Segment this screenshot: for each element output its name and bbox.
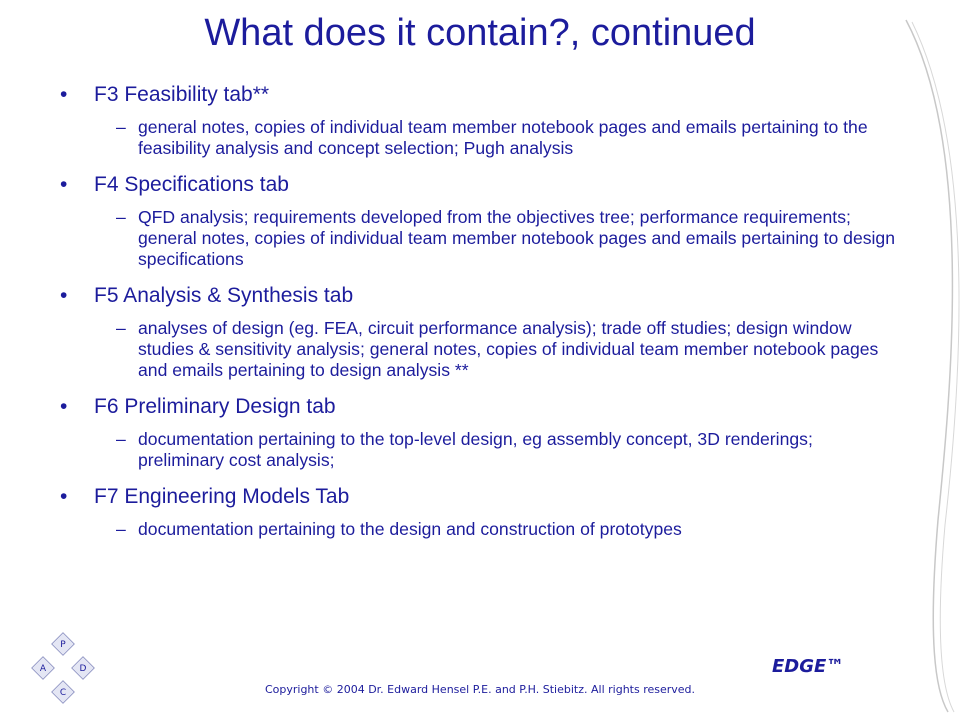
bullet-detail [60,117,900,159]
bullet-heading-text: F4 Specifications tab [94,173,289,196]
bullet-detail-text: documentation pertaining to the top-level design, eg assembly concept, 3D renderings; preliminary cost analysis; [138,429,813,470]
bullet-heading [60,283,900,309]
bullet-item [60,394,900,471]
bullet-heading [60,484,900,510]
logo-letter-a: A [39,664,47,674]
dash-marker: – [116,429,126,449]
bullet-item [60,82,900,159]
bullet-detail-text: documentation pertaining to the design and construction of prototypes [138,519,682,539]
bullet-heading-text: F7 Engineering Models Tab [94,485,350,508]
bullet-detail-text: analyses of design (eg. FEA, circuit performance analysis); trade off studies; design window studies & sensitivity analysis; general notes, copies of individual team member notebook pages and emails pertaining to design analysis ** [138,318,879,380]
copyright-notice: Copyright © 2004 Dr. Edward Hensel P.E. and P.H. Stiebitz. All rights reserved. [264,683,696,696]
bullet-detail [60,519,900,540]
bullet-heading [60,82,900,108]
bullet-item [60,283,900,381]
logo-letter-p: P [60,640,66,650]
bullet-detail [60,429,900,471]
bullet-item [60,172,900,270]
bullet-heading-text: F6 Preliminary Design tab [94,395,336,418]
bullet-detail [60,318,900,381]
logo-letter-d: D [79,664,87,674]
bullet-list [60,82,900,553]
bullet-heading [60,172,900,198]
slide-title: What does it contain?, continued [204,12,756,54]
bullet-marker: • [60,284,68,307]
bullet-heading [60,394,900,420]
dash-marker: – [116,318,126,338]
bullet-detail-text: QFD analysis; requirements developed from the objectives tree; performance requirements; general notes, copies of individual team member notebook pages and emails pertaining to design specifications [138,207,896,269]
bullet-marker: • [60,173,68,196]
logo-letter-c: C [59,688,67,698]
bullet-detail [60,207,900,270]
dash-marker: – [116,519,126,539]
bullet-item [60,484,900,540]
bullet-marker: • [60,83,68,106]
bullet-heading-text: F5 Analysis & Synthesis tab [94,284,354,307]
bullet-detail-text: general notes, copies of individual team member notebook pages and emails pertaining to the feasibility analysis and concept selection; Pugh analysis [138,117,868,158]
bullet-marker: • [60,395,68,418]
bullet-heading-text: F3 Feasibility tab** [94,83,270,106]
edge-brand: EDGE™ [772,656,845,677]
bullet-marker: • [60,485,68,508]
dash-marker: – [116,117,126,137]
dash-marker: – [116,207,126,227]
